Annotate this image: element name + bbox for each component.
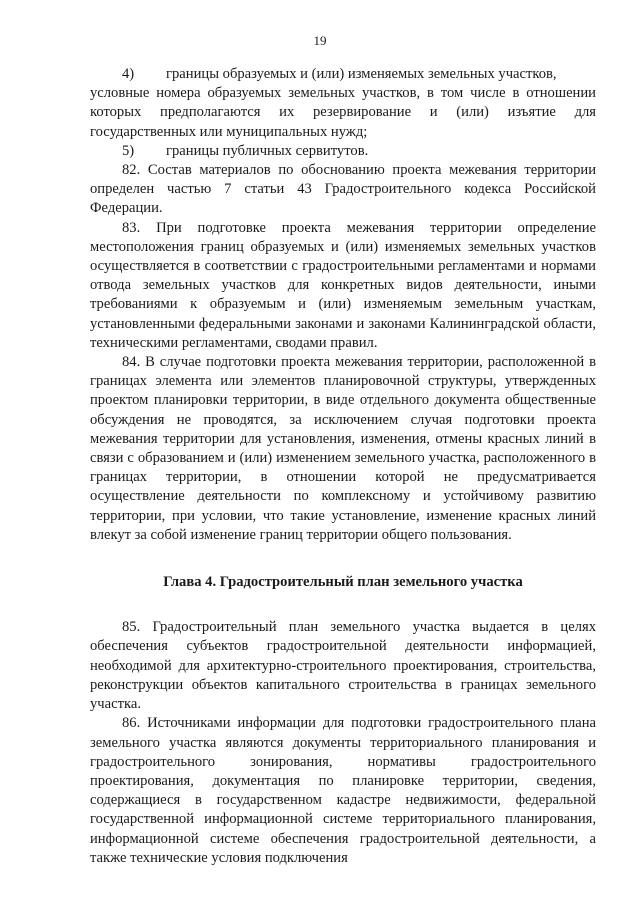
list-item-4: [90, 65, 596, 84]
list-item-first-line: границы публичных сервитутов.: [166, 142, 369, 159]
paragraph-83: 83. При подготовке проекта межевания территории определение местоположения границ образуемых и (или) изменяемых земельных участков осуществляется в соответствии с градостроительными регламентами и нормами отвода земельных участков для конкретных видов деятельности, иными требованиями к образуемым и (или) изменяемым земельным участкам, установленными федеральными законами и законами Калининградской области, техническими регламентами, сводами правил.: [90, 219, 596, 351]
chapter-heading: Глава 4. Градостроительный план земельного участка: [163, 574, 523, 591]
paragraph-84: 84. В случае подготовки проекта межевания территории, расположенной в границах элемента или элементов планировочной структуры, утвержденных проектом планировки территории, в виде отдельного документа общественные обсуждения не проводятся, за исключением случая подготовки проекта межевания территории для установления, изменения, отмены красных линий в связи с образованием и (или) изменением земельного участка, расположенного в границах территории, в отношении которой не предусматривается осуществление деятельности по комплексному и устойчивому развитию территории, при условии, что такие установление, изменение красных линий влекут за собой изменение границ территории общего пользования.: [90, 354, 596, 543]
paragraph-85: 85. Градостроительный план земельного участка выдается в целях обеспечения субъектов градостроительной деятельности информацией, необходимой для архитектурно-строительного проектирования, строительства, реконструкции объектов капитального строительства в границах земельного участка.: [90, 619, 596, 713]
list-item-5: [90, 142, 596, 161]
page-number: 19: [313, 33, 327, 48]
list-item-continuation: условные номера образуемых земельных участков, в том числе в отношении которых предполагаются их резервирование и (или) изъятие для государственных или муниципальных нужд;: [90, 85, 596, 140]
document-body: [90, 65, 596, 868]
list-item-first-line: границы образуемых и (или) изменяемых земельных участков,: [166, 66, 557, 82]
list-item-number: 5): [122, 142, 135, 159]
list-item-number: 4): [122, 66, 135, 82]
paragraph-82: 82. Состав материалов по обоснованию проекта межевания территории определен частью 7 статьи 43 Градостроительного кодекса Российской Федерации.: [90, 162, 596, 217]
paragraph-86: 86. Источниками информации для подготовки градостроительного плана земельного участка являются документы территориального планирования и градостроительного зонирования, нормативы градостроительного проектирования, документация по планировке территории, сведения, содержащиеся в государственном кадастре недвижимости, федеральной государственной информационной системе территориального планирования, информационной системе обеспечения градостроительной деятельности, а также технические условия подключения: [90, 715, 596, 866]
